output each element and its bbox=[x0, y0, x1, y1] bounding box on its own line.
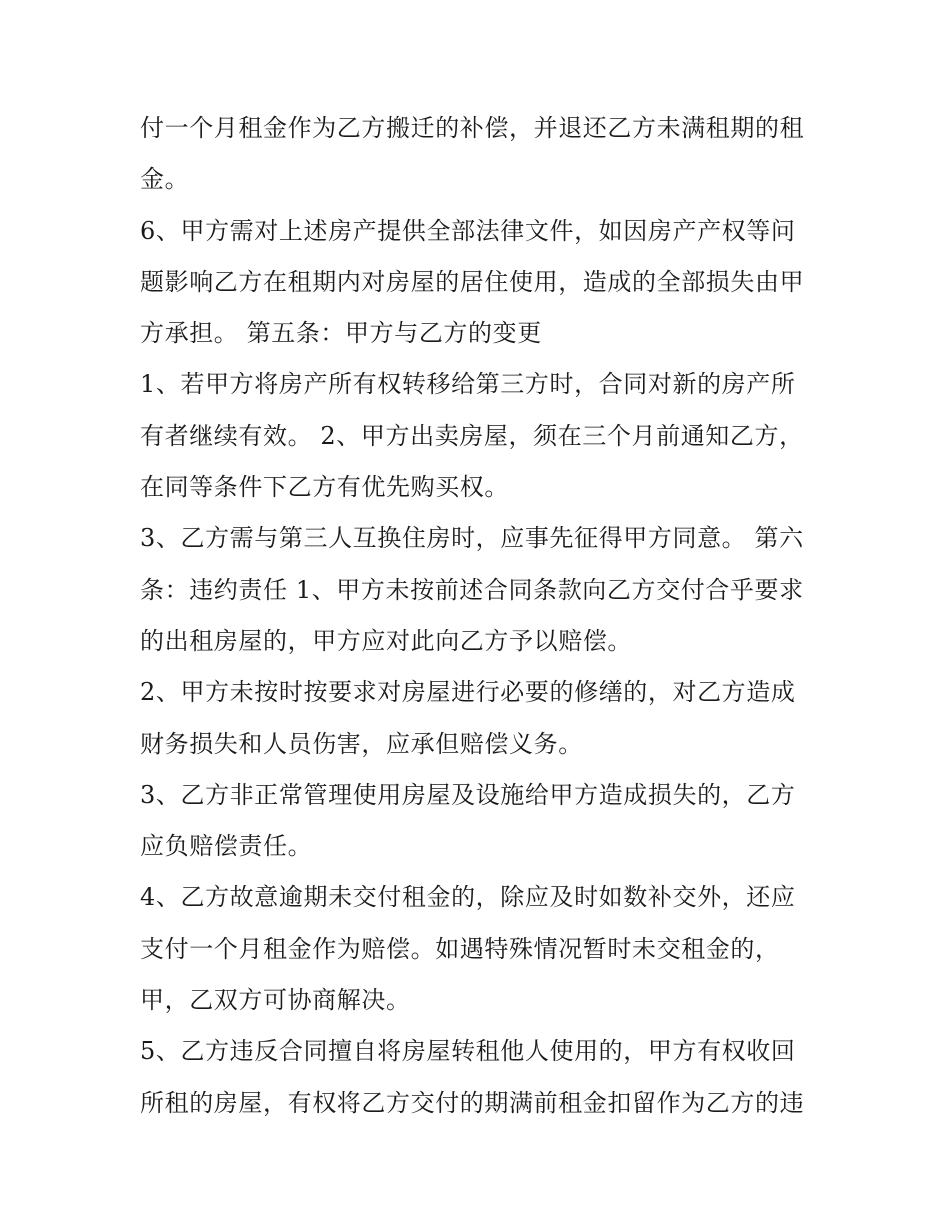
text-line: 付一个月租金作为乙方搬迁的补偿，并退还乙方未满租期的租 bbox=[140, 114, 805, 142]
text-line: 题影响乙方在租期内对房屋的居住使用，造成的全部损失由甲 bbox=[140, 267, 805, 296]
text-line: 应负赔偿责任。 bbox=[140, 832, 313, 861]
text-line: 3、乙方非正常管理使用房屋及设施给甲方造成损失的，乙方 bbox=[140, 780, 796, 809]
text-line: 的出租房屋的，甲方应对此向乙方予以赔偿。 bbox=[140, 626, 632, 655]
text-line: 5、乙方违反合同擅自将房屋转租他人使用的，甲方有权收回 bbox=[140, 1037, 796, 1066]
text-line: 有者继续有效。 2、甲方出卖房屋，须在三个月前通知乙方， bbox=[140, 421, 804, 450]
text-line: 6、甲方需对上述房产提供全部法律文件，如因房产产权等问 bbox=[140, 216, 796, 245]
text-line: 3、乙方需与第三人互换住房时，应事先征得甲方同意。 第六 bbox=[140, 524, 804, 553]
text-line: 甲，乙双方可协商解决。 bbox=[140, 986, 411, 1015]
text-line: 2、甲方未按时按要求对房屋进行必要的修缮的，对乙方造成 bbox=[140, 678, 796, 707]
text-line: 4、乙方故意逾期未交付租金的，除应及时如数补交外，还应 bbox=[140, 883, 796, 912]
text-line: 支付一个月租金作为赔偿。如遇特殊情况暂时未交租金的， bbox=[140, 934, 780, 963]
text-line: 财务损失和人员伤害，应承但赔偿义务。 bbox=[140, 729, 583, 758]
text-line: 在同等条件下乙方有优先购买权。 bbox=[140, 473, 509, 502]
contract-text-body bbox=[140, 103, 820, 1129]
text-line: 1、若甲方将房产所有权转移给第三方时，合同对新的房产所 bbox=[140, 370, 796, 399]
text-line: 条：违约责任 1、甲方未按前述合同条款向乙方交付合乎要求 bbox=[140, 575, 804, 604]
text-line: 金。 bbox=[140, 165, 190, 194]
text-line: 所租的房屋，有权将乙方交付的期满前租金扣留作为乙方的违 bbox=[140, 1088, 805, 1117]
text-line: 方承担。 第五条：甲方与乙方的变更 bbox=[140, 319, 542, 348]
